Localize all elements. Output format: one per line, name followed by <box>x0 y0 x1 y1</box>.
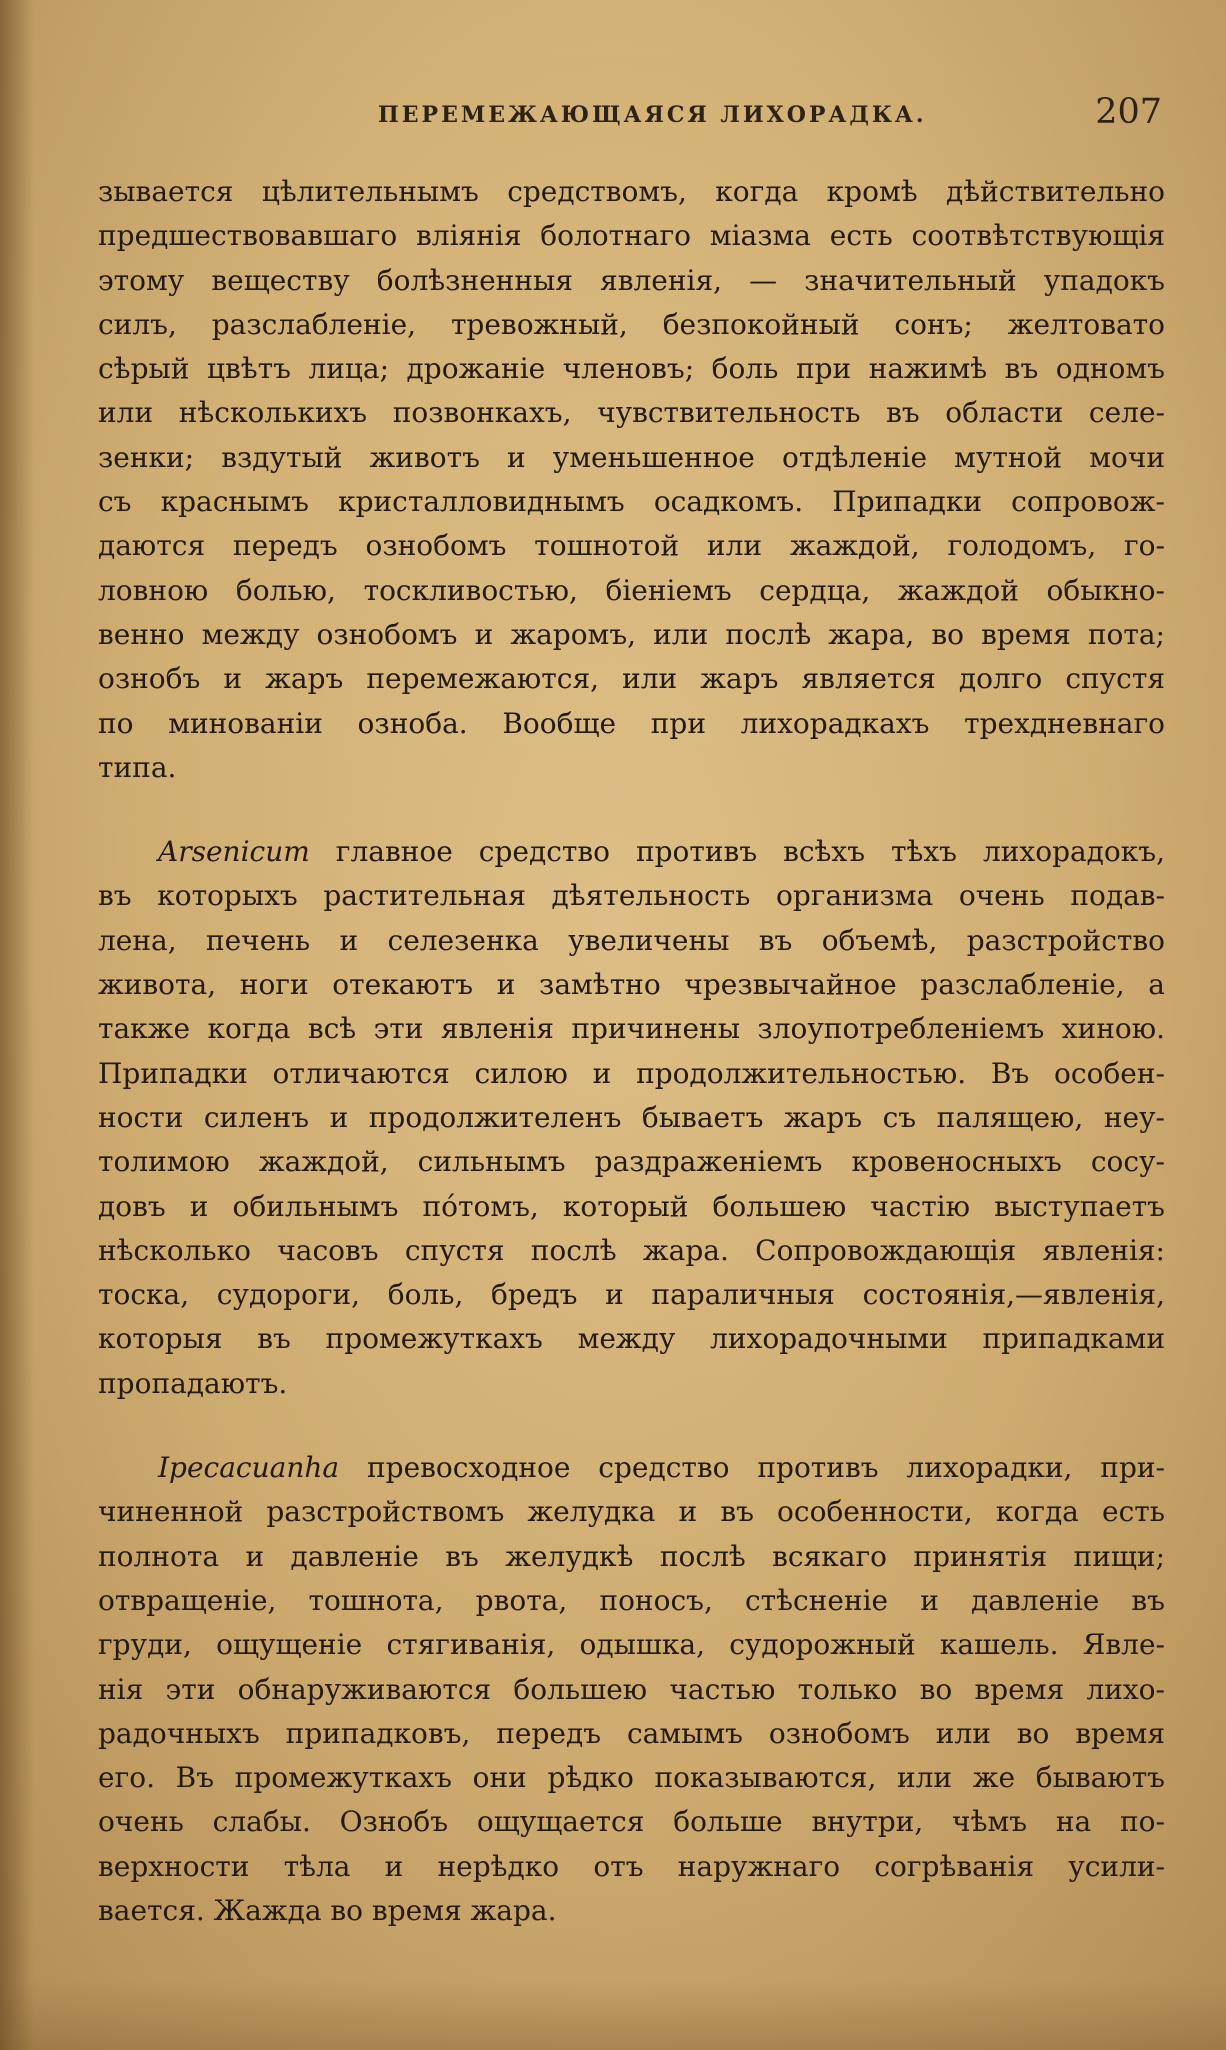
remedy-name: Ipecacuanha <box>158 1451 340 1485</box>
paragraph-general <box>98 170 1165 790</box>
text-line: чиненной разстройствомъ желудка и въ особенности, когда есть <box>98 1495 1165 1529</box>
text-line: по минованіи озноба. Вообще при лихорадкахъ трехдневнаго <box>98 706 1165 740</box>
page-number: 207 <box>1095 92 1162 132</box>
text-line: даются передъ ознобомъ тошнотой или жаждой, голодомъ, го- <box>98 529 1165 563</box>
text-line: довъ и обильнымъ пóтомъ, который большею частію выступаетъ <box>98 1189 1165 1223</box>
paragraph-gap <box>98 790 1165 830</box>
text-line: или нѣсколькихъ позвонкахъ, чувствительность въ области селе- <box>98 396 1165 430</box>
text-line: верхности тѣла и нерѣдко отъ наружнаго согрѣванія усили- <box>98 1849 1165 1883</box>
text-line: сѣрый цвѣтъ лица; дрожаніе членовъ; боль при нажимѣ въ одномъ <box>98 352 1165 386</box>
body-text <box>98 170 1165 1933</box>
text-line: пропадаютъ. <box>98 1366 288 1400</box>
text-line: венно между ознобомъ и жаромъ, или послѣ жара, во время пота; <box>98 617 1165 651</box>
text-line: отвращеніе, тошнота, рвота, поносъ, стѣсненіе и давленіе въ <box>98 1583 1165 1617</box>
text-line: этому веществу болѣзненныя явленія, — значительный упадокъ <box>98 263 1165 297</box>
paragraph-arsenicum <box>98 830 1165 1406</box>
text-line: предшествовавшаго вліянія болотнаго міазма есть соотвѣтствующія <box>98 219 1165 253</box>
text-line: тоска, судороги, боль, бредъ и параличныя состоянія,—явленія, <box>98 1278 1165 1312</box>
text-line: типа. <box>98 750 177 784</box>
text-line: съ краснымъ кристалловиднымъ осадкомъ. Припадки сопровож- <box>98 485 1165 519</box>
text-line: толимою жаждой, сильнымъ раздраженіемъ кровеносныхъ сосу- <box>98 1145 1165 1179</box>
paragraph-gap <box>98 1406 1165 1446</box>
paragraph-ipecacuanha <box>98 1446 1165 1933</box>
text-line: ловною болью, тоскливостью, біеніемъ сердца, жаждой обыкно- <box>98 573 1165 607</box>
text-line: нія эти обнаруживаются большею частью только во время лихо- <box>98 1672 1165 1706</box>
remedy-name: Arsenicum <box>158 835 310 869</box>
text-line: груди, ощущеніе стягиванія, одышка, судорожный кашель. Явле- <box>98 1628 1165 1662</box>
text-line: въ которыхъ растительная дѣятельность организма очень подав- <box>98 879 1165 913</box>
text-line: вается. Жажда во время жара. <box>98 1893 557 1927</box>
text-line <box>98 1446 1165 1490</box>
text-line: зывается цѣлительнымъ средствомъ, когда кромѣ дѣйствительно <box>98 175 1165 208</box>
text-line: зенки; вздутый животъ и уменьшенное отдѣленіе мутной мочи <box>98 440 1165 474</box>
text-line: которыя въ промежуткахъ между лихорадочными припадками <box>98 1322 1165 1356</box>
text-line: ознобъ и жаръ перемежаются, или жаръ является долго спустя <box>98 662 1165 696</box>
running-title: ПЕРЕМЕЖАЮЩАЯСЯ ЛИХОРАДКА. <box>378 102 927 128</box>
text-line: Припадки отличаются силою и продолжительностью. Въ особен- <box>98 1056 1165 1090</box>
text-line: ности силенъ и продолжителенъ бываетъ жаръ съ палящею, неу- <box>98 1100 1165 1134</box>
text-fragment: превосходное средство противъ лихорадки, при- <box>366 1451 1165 1485</box>
text-line <box>98 830 1165 874</box>
text-line: также когда всѣ эти явленія причинены злоупотребленіемъ хиною. <box>98 1012 1165 1046</box>
text-fragment: главное средство противъ всѣхъ тѣхъ лихорадокъ, <box>335 835 1165 869</box>
text-line: нѣсколько часовъ спустя послѣ жара. Сопровождающія явленія: <box>98 1233 1165 1267</box>
text-line: радочныхъ припадковъ, передъ самымъ ознобомъ или во время <box>98 1716 1165 1750</box>
text-line: очень слабы. Ознобъ ощущается больше внутри, чѣмъ на по- <box>98 1805 1165 1839</box>
page-header <box>100 92 1164 140</box>
text-line: его. Въ промежуткахъ они рѣдко показываются, или же бываютъ <box>98 1761 1165 1795</box>
text-line: полнота и давленіе въ желудкѣ послѣ всякаго принятія пищи; <box>98 1539 1165 1573</box>
text-line: живота, ноги отекаютъ и замѣтно чрезвычайное разслабленіе, а <box>98 968 1165 1002</box>
text-line: силъ, разслабленіе, тревожный, безпокойный сонъ; желтовато <box>98 307 1165 341</box>
text-line: лена, печень и селезенка увеличены въ объемѣ, разстройство <box>98 923 1165 957</box>
